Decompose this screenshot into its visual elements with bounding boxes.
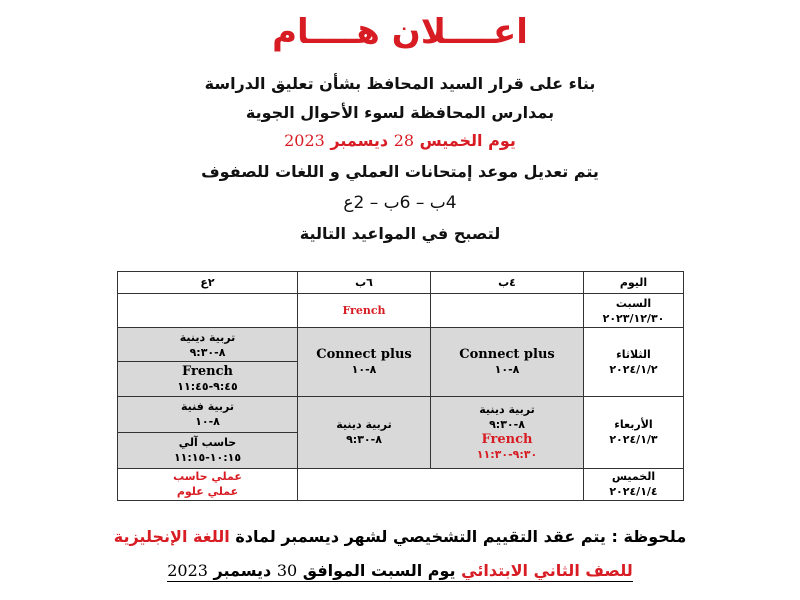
header-grade-4b: ٤ب	[431, 272, 584, 294]
subject-title: تربية فنية	[181, 400, 234, 414]
cell-tue-4b	[431, 328, 584, 396]
note-day-number: 30	[276, 561, 298, 580]
announcement-line-4: يتم تعديل موعد إمتحانات العملي و اللغات للصفوف	[201, 162, 599, 181]
subject-title-red: French	[481, 432, 533, 448]
announcement-date-line	[0, 131, 800, 150]
note-subject: اللغة الإنجليزية	[113, 527, 230, 546]
subject-title: حاسب آلي	[178, 436, 237, 450]
subject-time: ١٠:١٥-١١:١٥	[173, 451, 242, 465]
day-name: السبت	[615, 296, 652, 310]
subject-time: ٨-١٠	[494, 362, 520, 376]
subject-time: ٨-٩:٣٠	[346, 433, 382, 447]
announcement-line-2: بمدارس المحافظة لسوء الأحوال الجوية	[245, 103, 555, 122]
subject-time: ٨-١٠	[195, 415, 220, 429]
cell-wed-2a-second	[118, 432, 298, 468]
day-cell-tuesday	[584, 328, 684, 396]
subject-title: تربية دينية	[479, 403, 535, 417]
day-date: ٢٠٢٤/١/٣	[609, 433, 658, 447]
subject-title: تربية دينية	[179, 330, 236, 344]
note-grade: للصف الثاني الابتدائي	[461, 561, 633, 580]
date-year: 2023	[284, 131, 325, 150]
day-name: الثلاثاء	[616, 347, 651, 361]
cell-thu-2a	[118, 468, 298, 500]
day-cell-saturday	[584, 294, 684, 328]
header-grade-6b: ٦ب	[298, 272, 431, 294]
table-row-thursday	[118, 468, 684, 500]
cell-tue-2a-first	[118, 328, 298, 362]
date-day: يوم الخميس	[419, 131, 516, 150]
subject-line-2: عملي علوم	[176, 485, 239, 499]
header-day: اليوم	[584, 272, 684, 294]
exam-schedule-table	[117, 271, 684, 501]
day-name: الخميس	[611, 470, 656, 484]
subject-line-1: عملي حاسب	[173, 470, 242, 484]
date-number: 28	[393, 131, 415, 150]
announcement-grades-line: 4ب – 6ب – 2ع	[343, 193, 457, 213]
subject-time: ٨-٩:٣٠	[489, 418, 525, 432]
subject-time-red: ٩:٣٠-١١:٣٠	[476, 448, 538, 462]
subject-title: تربية دينية	[336, 418, 392, 432]
day-cell-wednesday	[584, 396, 684, 468]
cell-sat-6b: French	[298, 294, 431, 328]
cell-sat-2a	[118, 294, 298, 328]
note-month: ديسمبر	[213, 561, 272, 580]
note-line-1	[0, 527, 800, 546]
table-row-wednesday-a	[118, 396, 684, 432]
date-month: ديسمبر	[330, 131, 389, 150]
cell-sat-4b	[431, 294, 584, 328]
subject-title: Connect plus	[316, 346, 412, 362]
note-line-2-underlined	[167, 561, 632, 582]
day-name: الأربعاء	[614, 418, 653, 432]
note-year: 2023	[167, 561, 208, 580]
day-cell-thursday	[584, 468, 684, 500]
subject-time: ٨-١٠	[351, 362, 377, 376]
table-header-row	[118, 272, 684, 294]
day-date: ٢٠٢٣/١٢/٣٠	[602, 311, 665, 325]
subject-title: Connect plus	[459, 346, 555, 362]
day-date: ٢٠٢٤/١/٢	[609, 362, 658, 376]
announcement-line-1: بناء على قرار السيد المحافظ بشأن تعليق الدراسة	[204, 74, 596, 93]
cell-wed-2a-first	[118, 396, 298, 432]
cell-tue-2a-second	[118, 362, 298, 396]
day-date: ٢٠٢٤/١/٤	[609, 485, 658, 499]
table-row-tuesday-a	[118, 328, 684, 362]
note-day: يوم السبت الموافق	[302, 561, 456, 580]
announcement-line-6: لتصبح في المواعيد التالية	[299, 224, 501, 243]
announcement-title: اعــــلان هــــام	[272, 12, 528, 52]
note-line-2	[0, 561, 800, 580]
cell-wed-4b	[431, 396, 584, 468]
subject-title: French	[182, 363, 233, 379]
header-grade-2a: ٢ع	[118, 272, 298, 294]
cell-thu-4b-6b	[298, 468, 584, 500]
subject-time: ٨-٩:٣٠	[189, 345, 226, 359]
cell-wed-6b	[298, 396, 431, 468]
subject-time: ٩:٤٥-١١:٤٥	[177, 379, 238, 393]
cell-tue-6b	[298, 328, 431, 396]
note-prefix: ملحوظة : يتم عقد التقييم التشخيصي لشهر ديسمبر لمادة	[235, 527, 687, 546]
table-row-saturday	[118, 294, 684, 328]
